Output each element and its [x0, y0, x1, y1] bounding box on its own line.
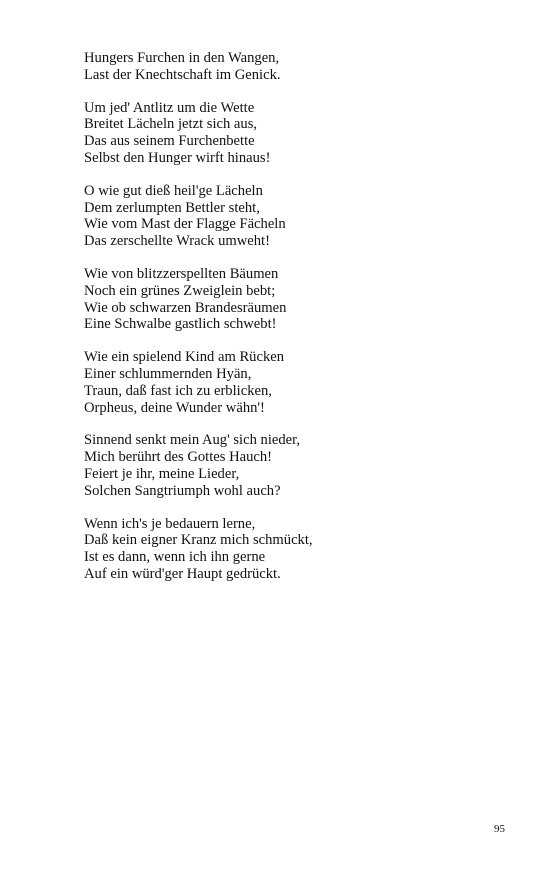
verse-line: Eine Schwalbe gastlich schwebt!	[84, 316, 277, 333]
verse-line: Dem zerlumpten Bettler steht,	[84, 199, 260, 216]
verse-line: Noch ein grünes Zweiglein bebt;	[84, 282, 276, 299]
verse-line: Mich berührt des Gottes Hauch!	[84, 449, 273, 466]
stanza	[84, 50, 504, 84]
page-number: 95	[494, 823, 505, 835]
verse-line: Selbst den Hunger wirft hinaus!	[84, 149, 271, 166]
verse-line: Einer schlummernden Hyän,	[84, 365, 252, 382]
verse-line: Wie ob schwarzen Brandesräumen	[84, 299, 287, 316]
verse-line: Ist es dann, wenn ich ihn gerne	[84, 549, 266, 566]
verse-line: Wie vom Mast der Flagge Fächeln	[84, 216, 286, 233]
verse-line: Das zerschellte Wrack umweht!	[84, 233, 270, 250]
verse-line: Last der Knechtschaft im Genick.	[84, 66, 281, 83]
verse-line: Traun, daß fast ich zu erblicken,	[84, 382, 272, 399]
stanza	[84, 432, 504, 499]
verse-line: Daß kein eigner Kranz mich schmückt,	[84, 532, 313, 549]
stanza	[84, 266, 504, 333]
verse-line: Hungers Furchen in den Wangen,	[84, 50, 280, 66]
poem	[84, 50, 504, 599]
verse-line: Wie ein spielend Kind am Rücken	[84, 349, 285, 366]
verse-line: Solchen Sangtriumph wohl auch?	[84, 482, 281, 499]
stanza	[84, 349, 504, 416]
verse-line: Breitet Lächeln jetzt sich aus,	[84, 116, 258, 133]
stanza	[84, 183, 504, 250]
stanza	[84, 516, 504, 583]
verse-line: Feiert je ihr, meine Lieder,	[84, 465, 240, 482]
verse-line: Sinnend senkt mein Aug' sich nieder,	[84, 432, 301, 449]
verse-line: Wenn ich's je bedauern lerne,	[84, 515, 256, 532]
verse-line: Das aus seinem Furchenbette	[84, 133, 255, 150]
verse-line: Auf ein würd'ger Haupt gedrückt.	[84, 565, 281, 582]
verse-line: Um jed' Antlitz um die Wette	[84, 99, 255, 116]
verse-line: O wie gut dieß heil'ge Lächeln	[84, 182, 263, 199]
stanza	[84, 100, 504, 167]
verse-line: Wie von blitzzerspellten Bäumen	[84, 265, 279, 282]
verse-line: Orpheus, deine Wunder wähn'!	[84, 399, 265, 416]
